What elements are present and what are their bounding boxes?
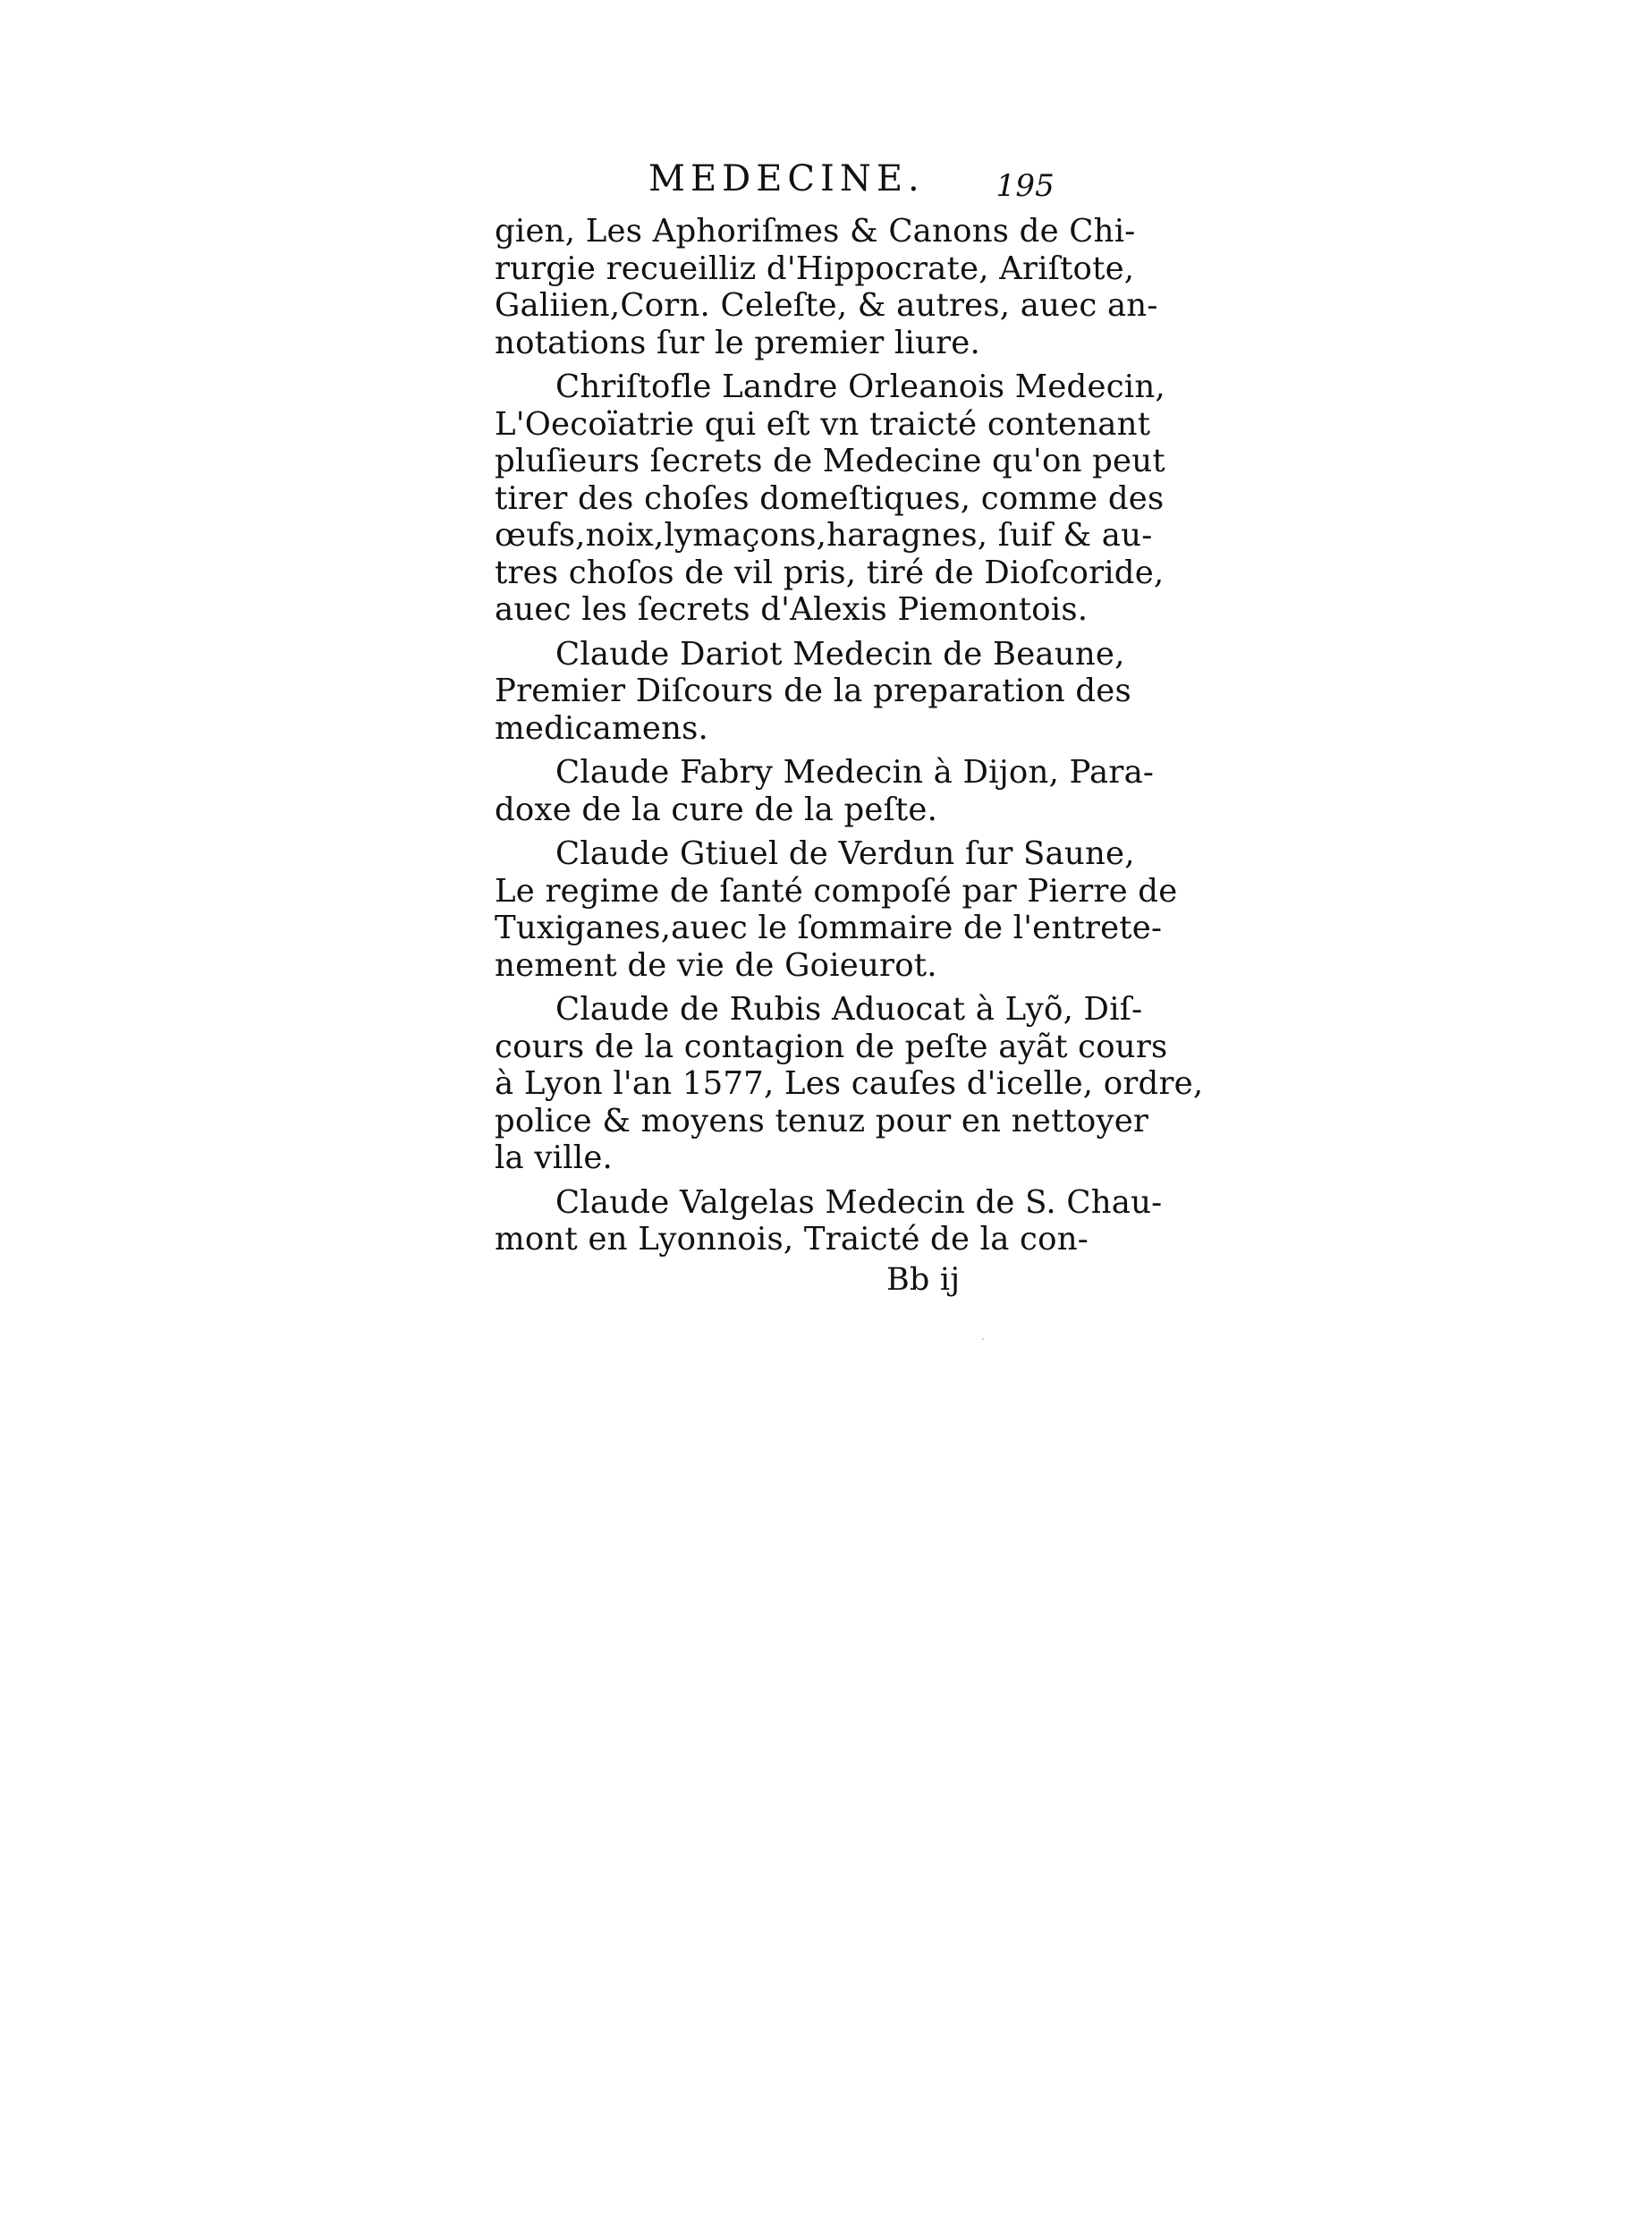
page-header (495, 158, 1067, 208)
page-number: 195 (995, 168, 1055, 204)
text-line: œufs,noix,lymaçons,haragnes, ſuif & au- (495, 517, 1153, 554)
text-line: Claude Dariot Medecin de Beaune, (555, 635, 1125, 673)
entry-paragraph-6 (495, 991, 1204, 1177)
page-text-block (495, 158, 1204, 1303)
signature-mark: Bb ij (886, 1261, 961, 1298)
text-line: Chriſtofle Landre Orleanois Medecin, (555, 368, 1165, 405)
text-line: Le regime de ſanté compoſé par Pierre de (495, 872, 1178, 910)
text-line: mont en Lyonnois, Traicté de la con- (495, 1221, 1089, 1258)
text-line: tirer des choſes domeſtiques, comme des (495, 479, 1165, 517)
entry-paragraph-2 (495, 368, 1165, 629)
entry-paragraph-1 (495, 213, 1158, 361)
text-line: Galiien,Corn. Celeſte, & autres, auec an- (495, 287, 1158, 324)
text-line: medicamens. (495, 709, 709, 747)
text-line: Claude Valgelas Medecin de S. Chau- (555, 1183, 1163, 1221)
signature-row (495, 1258, 1067, 1303)
entry-paragraph-7 (495, 1183, 1163, 1258)
entry-paragraph-4 (495, 754, 1155, 828)
text-line: rurgie recueilliz d'Hippocrate, Ariſtote, (495, 250, 1135, 287)
text-line: Claude de Rubis Aduocat à Lyõ, Diſ- (555, 991, 1143, 1028)
entry-paragraph-3 (495, 635, 1131, 748)
scan-speck (982, 1338, 984, 1340)
text-line: à Lyon l'an 1577, Les cauſes d'icelle, ordre, (495, 1065, 1204, 1102)
text-line: la ville. (495, 1139, 614, 1176)
text-line: Tuxiganes,auec le ſommaire de l'entrete- (495, 910, 1163, 946)
text-line: Premier Diſcours de la preparation des (495, 673, 1131, 709)
running-head: MEDECINE. (648, 158, 925, 199)
text-line: L'Oecoïatrie qui eſt vn traicté contenant (495, 405, 1151, 443)
text-line: Claude Gtiuel de Verdun ſur Saune, (555, 835, 1135, 872)
text-line: tres choſos de vil pris, tiré de Dioſcoride, (495, 554, 1165, 591)
text-line: notations ſur le premier liure. (495, 324, 980, 361)
text-line: auec les ſecrets d'Alexis Piemontois. (495, 591, 1089, 628)
text-line: pluſieurs ſecrets de Medecine qu'on peut (495, 443, 1165, 479)
text-line: nement de vie de Goieurot. (495, 946, 937, 984)
text-line: gien, Les Aphoriſmes & Canons de Chi- (495, 213, 1136, 250)
text-line: Claude Fabry Medecin à Dijon, Para- (555, 754, 1155, 791)
text-line: police & moyens tenuz pour en nettoyer (495, 1102, 1149, 1139)
text-line: cours de la contagion de peſte ayãt cours (495, 1028, 1168, 1065)
entry-paragraph-5 (495, 835, 1178, 984)
text-line: doxe de la cure de la peſte. (495, 791, 938, 828)
